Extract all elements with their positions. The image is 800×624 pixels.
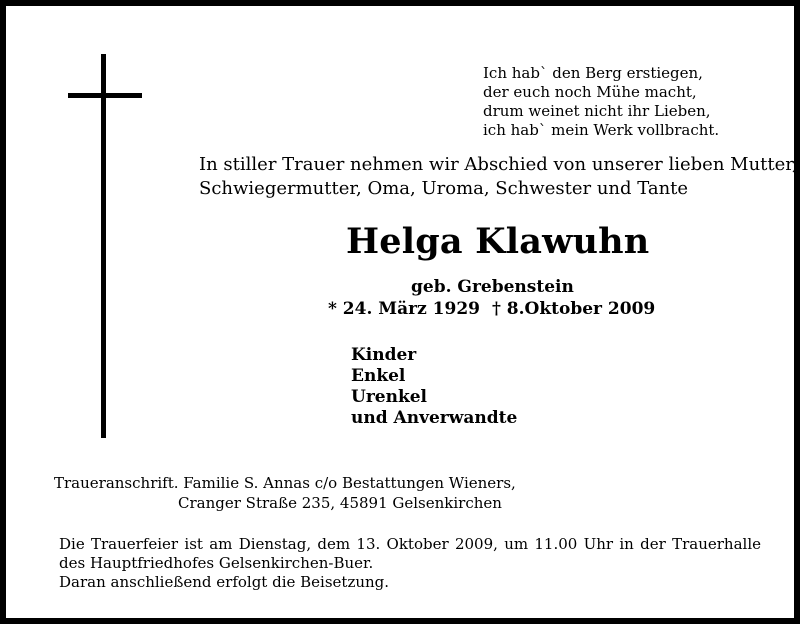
mourner-item: Enkel <box>351 366 406 386</box>
mourner-item: Kinder <box>351 345 417 365</box>
intro-line: Schwiegermutter, Oma, Uroma, Schwester und Tante <box>199 178 689 199</box>
mourner-item: und Anverwandte <box>351 408 518 428</box>
birth-name: geb. Grebenstein <box>411 277 574 297</box>
birth-date: * 24. März 1929 <box>328 299 480 319</box>
intro-text <box>199 153 798 201</box>
ceremony-info <box>59 535 761 592</box>
mourner-item: Urenkel <box>351 387 428 407</box>
mourning-address <box>54 473 516 513</box>
poem-line: drum weinet nicht ihr Lieben, <box>483 102 711 120</box>
poem <box>483 64 719 140</box>
poem-line: ich hab` mein Werk vollbracht. <box>483 121 720 139</box>
poem-line: Ich hab` den Berg erstiegen, <box>483 64 703 82</box>
cross-horizontal-bar <box>68 93 142 98</box>
mourners-list <box>351 345 517 429</box>
address-line: Traueranschrift. Familie S. Annas c/o Bestattungen Wieners, <box>54 474 516 492</box>
ceremony-line: Die Trauerfeier ist am Dienstag, dem 13. Oktober 2009, um 11.00 Uhr in der Trauerhalle <box>59 535 761 553</box>
intro-line: In stiller Trauer nehmen wir Abschied von unserer lieben Mutter, <box>199 154 798 175</box>
ceremony-line: des Hauptfriedhofes Gelsenkirchen-Buer. <box>59 554 374 572</box>
address-line: Cranger Straße 235, 45891 Gelsenkirchen <box>178 494 502 512</box>
ceremony-line: Daran anschließend erfolgt die Beisetzung. <box>59 573 390 591</box>
cross-vertical-bar <box>101 54 106 438</box>
deceased-name: Helga Klawuhn <box>346 221 650 262</box>
cross-icon <box>68 54 142 438</box>
poem-line: der euch noch Mühe macht, <box>483 83 697 101</box>
death-date: † 8.Oktober 2009 <box>492 299 656 319</box>
